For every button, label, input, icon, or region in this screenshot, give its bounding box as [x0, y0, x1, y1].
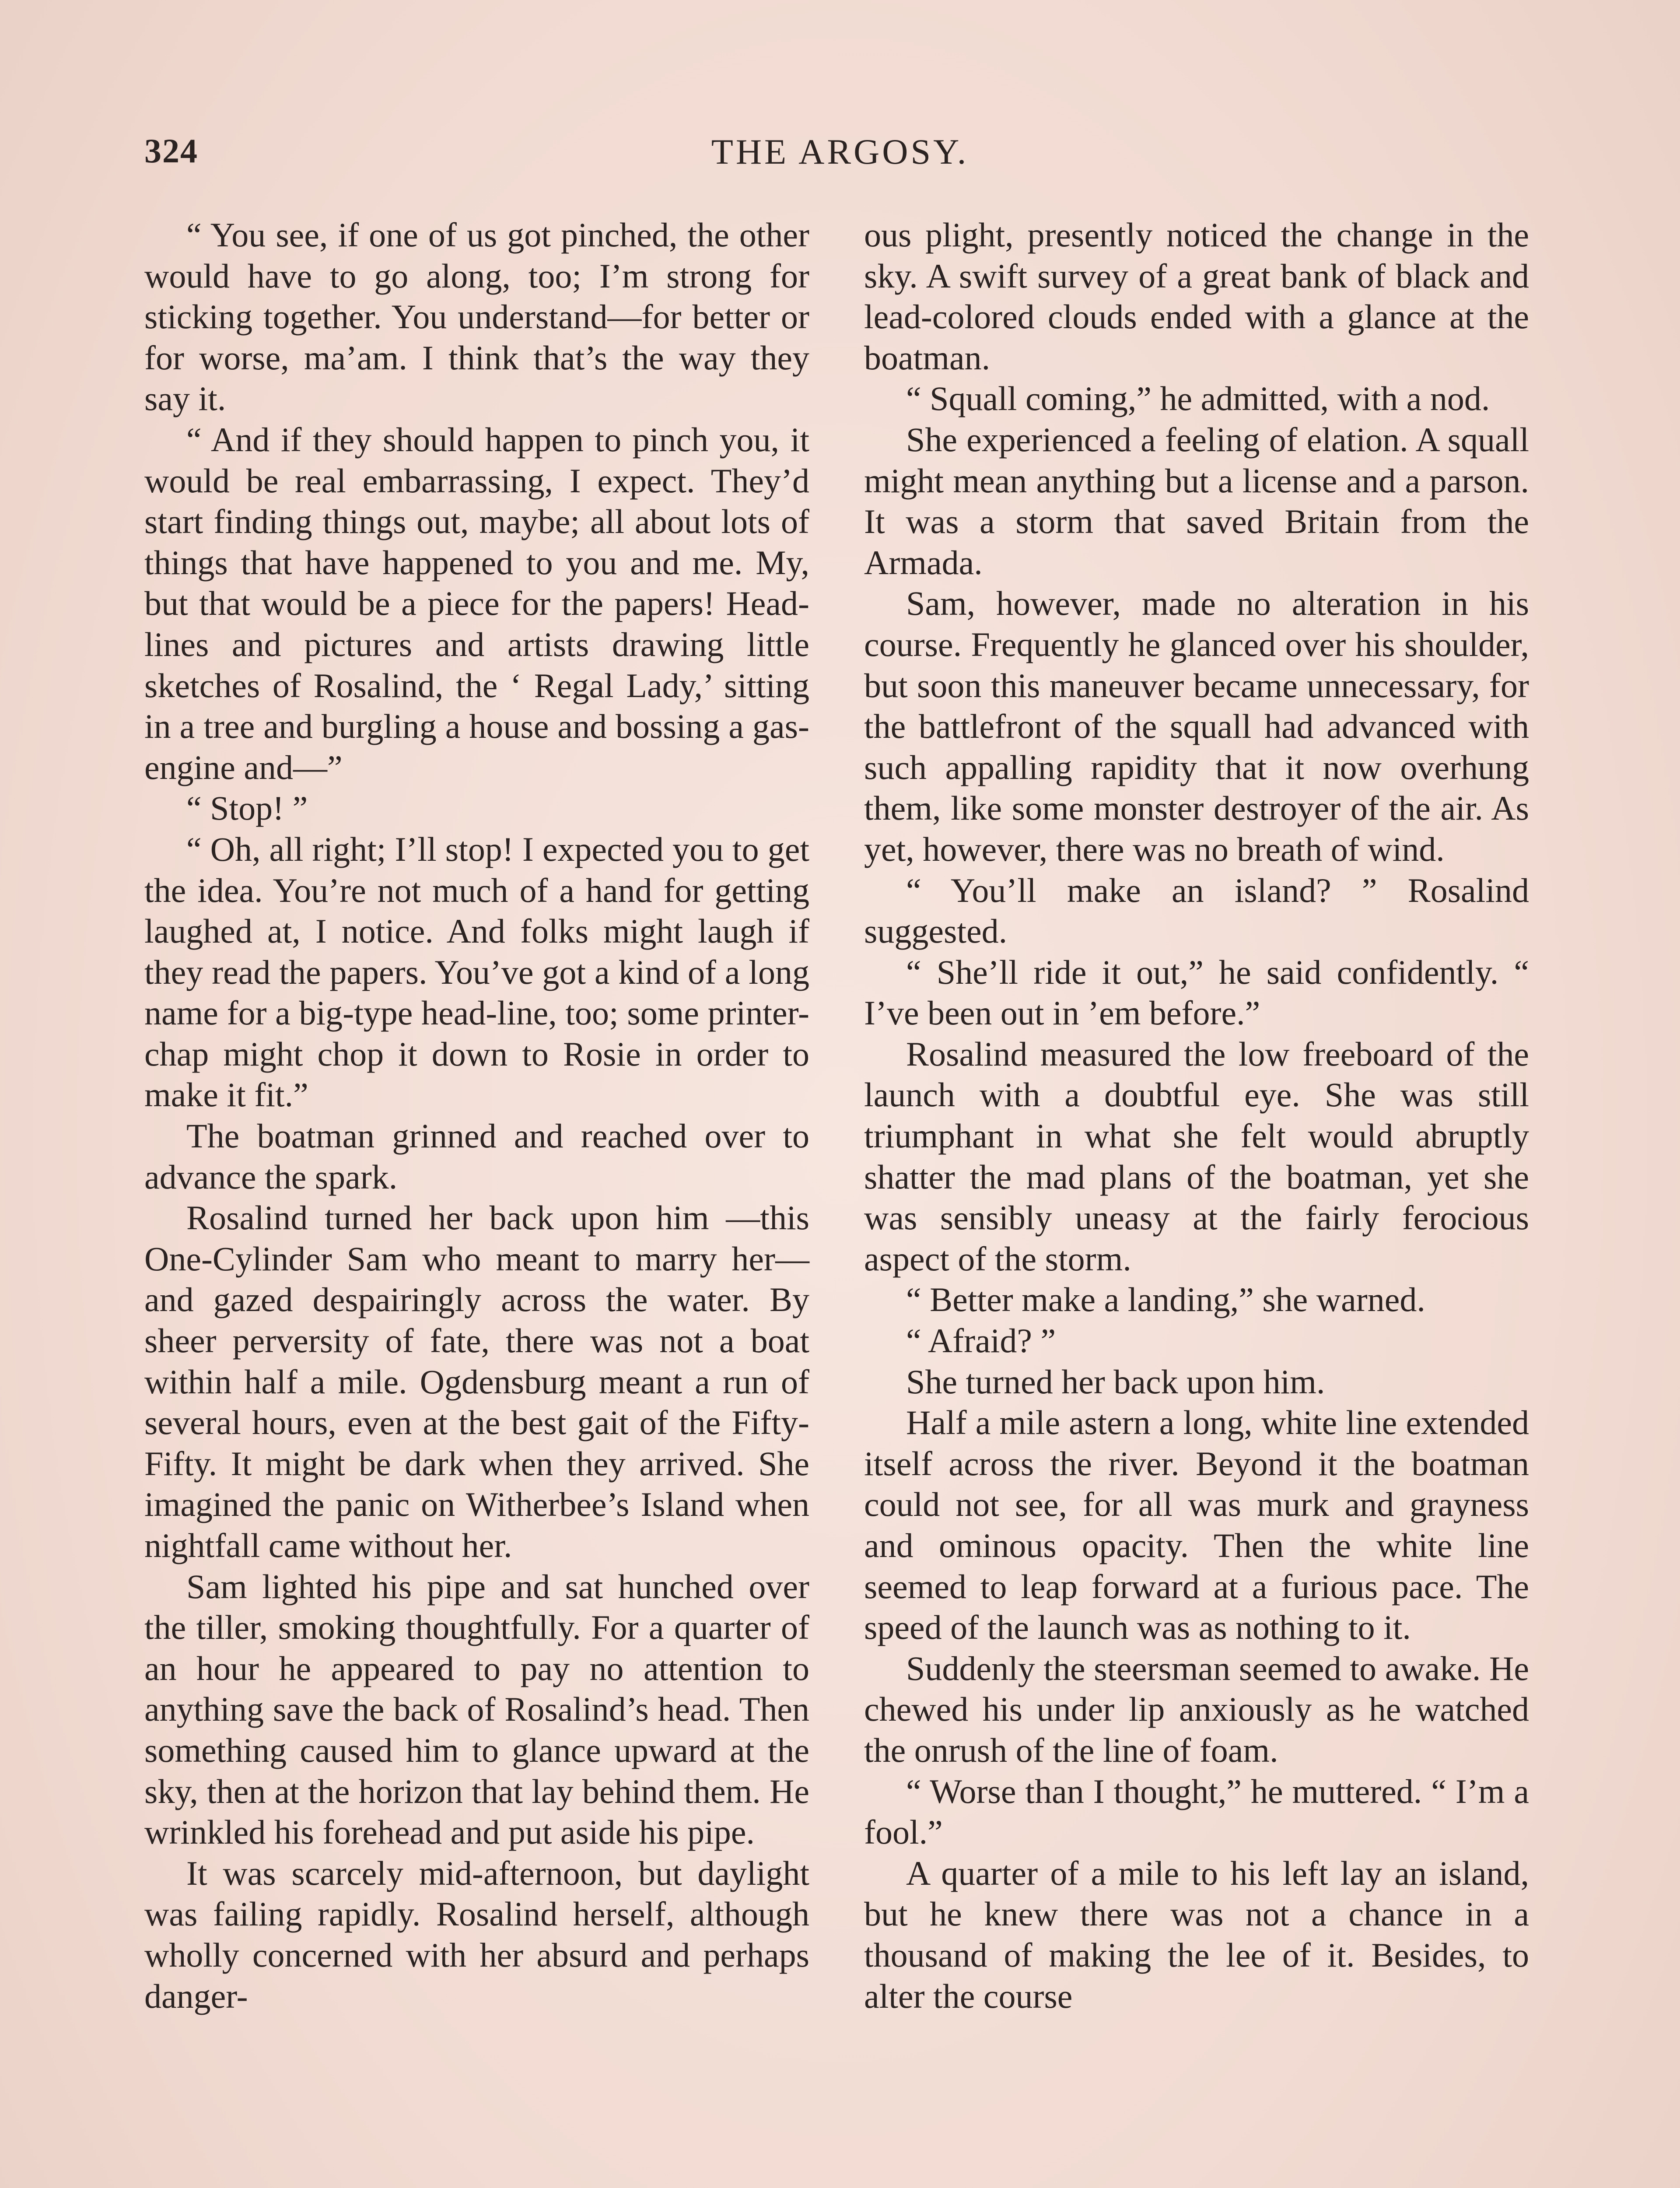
- paragraph: “ Oh, all right; I’ll stop! I expected you to get the idea. You’re not much of a hand for getting laughed at, I notice. And folks might laugh if they read the papers. You’ve got a kind of a long name for a big-type head-line, too; some printer-chap might chop it down to Rosie in order to make it fit.”: [144, 830, 809, 1114]
- paragraph: “ And if they should happen to pinch you, it would be real embarrassing, I expect. They’d start finding things out, maybe; all about lots of things that have happened to you and me. My, but that would be a piece for the papers! Head-lines and pictures and artists drawing little sketches of Rosalind, the ‘ Regal Lady,’ sitting in a tree and burgling a house and bossing a gas-engine and—”: [144, 420, 809, 786]
- paragraph: “ Squall coming,” he admitted, with a nod.: [906, 379, 1490, 418]
- page-number: 324: [144, 132, 198, 170]
- right-column: [864, 214, 1529, 2016]
- paragraph: Rosalind turned her back upon him —this One-Cylinder Sam who meant to marry her—and gazed despairingly across the water. By sheer perversity of fate, there was not a boat within half a mile. Ogdensburg meant a run of several hours, even at the best gait of the Fifty-Fifty. It might be dark when they arrived. She imagined the panic on Witherbee’s Island when nightfall came without her.: [144, 1199, 809, 1564]
- paragraph: Half a mile astern a long, white line extended itself across the river. Beyond it the boatman could not see, for all was murk and grayness and ominous opacity. Then the white line seemed to leap forward at a furious pace. The speed of the launch was as nothing to it.: [864, 1403, 1529, 1647]
- paragraph: Sam, however, made no alteration in his course. Frequently he glanced over his shoulder, but soon this maneuver became unnecessary, for the battlefront of the squall had advanced with such appalling rapidity that it now overhung them, like some monster destroyer of the air. As yet, however, there was no breath of wind.: [864, 584, 1529, 868]
- paragraph: A quarter of a mile to his left lay an island, but he knew there was not a chance in a thousand of making the lee of it. Besides, to alter the course: [864, 1854, 1529, 2015]
- paragraph: “ You’ll make an island? ” Rosalind suggested.: [864, 871, 1529, 950]
- paragraph-continuation: ous plight, presently noticed the change in the sky. A swift survey of a great bank of black and lead-colored clouds ended with a glance at the boatman.: [864, 216, 1529, 377]
- left-column: [144, 214, 809, 2016]
- paragraph: Rosalind measured the low freeboard of the launch with a doubtful eye. She was still triumphant in what she felt would abruptly shatter the mad plans of the boatman, yet she was sensibly uneasy at the fairly ferocious aspect of the storm.: [864, 1034, 1529, 1278]
- paragraph: Sam lighted his pipe and sat hunched over the tiller, smoking thoughtfully. For a quarter of an hour he appeared to pay no attention to anything save the back of Rosalind’s head. Then something caused him to glance upward at the sky, then at the horizon that lay behind them. He wrinkled his forehead and put aside his pipe.: [144, 1567, 809, 1851]
- paragraph: It was scarcely mid-afternoon, but daylight was failing rapidly. Rosalind herself, although wholly concerned with her absurd and perhaps danger-: [144, 1854, 809, 2015]
- paragraph: She turned her back upon him.: [906, 1362, 1325, 1401]
- paragraph: “ Better make a landing,” she warned.: [906, 1280, 1425, 1319]
- paragraph: The boatman grinned and reached over to advance the spark.: [144, 1117, 809, 1196]
- paragraph: “ You see, if one of us got pinched, the other would have to go along, too; I’m strong for sticking together. You understand—for better or for worse, ma’am. I think that’s the way they say it.: [144, 216, 809, 418]
- paragraph: Suddenly the steersman seemed to awake. He chewed his under lip anxiously as he watched the onrush of the line of foam.: [864, 1649, 1529, 1769]
- paragraph: “ She’ll ride it out,” he said confidently. “ I’ve been out in ’em before.”: [864, 953, 1529, 1032]
- paragraph: “ Stop! ”: [186, 789, 308, 828]
- running-title: THE ARGOSY.: [711, 132, 969, 172]
- page-header: [144, 131, 1536, 184]
- paragraph: “ Worse than I thought,” he muttered. “ I’m a fool.”: [864, 1772, 1529, 1851]
- paragraph: She experienced a feeling of elation. A squall might mean anything but a license and a parson. It was a storm that saved Britain from the Armada.: [864, 420, 1529, 582]
- paragraph: “ Afraid? ”: [906, 1322, 1056, 1360]
